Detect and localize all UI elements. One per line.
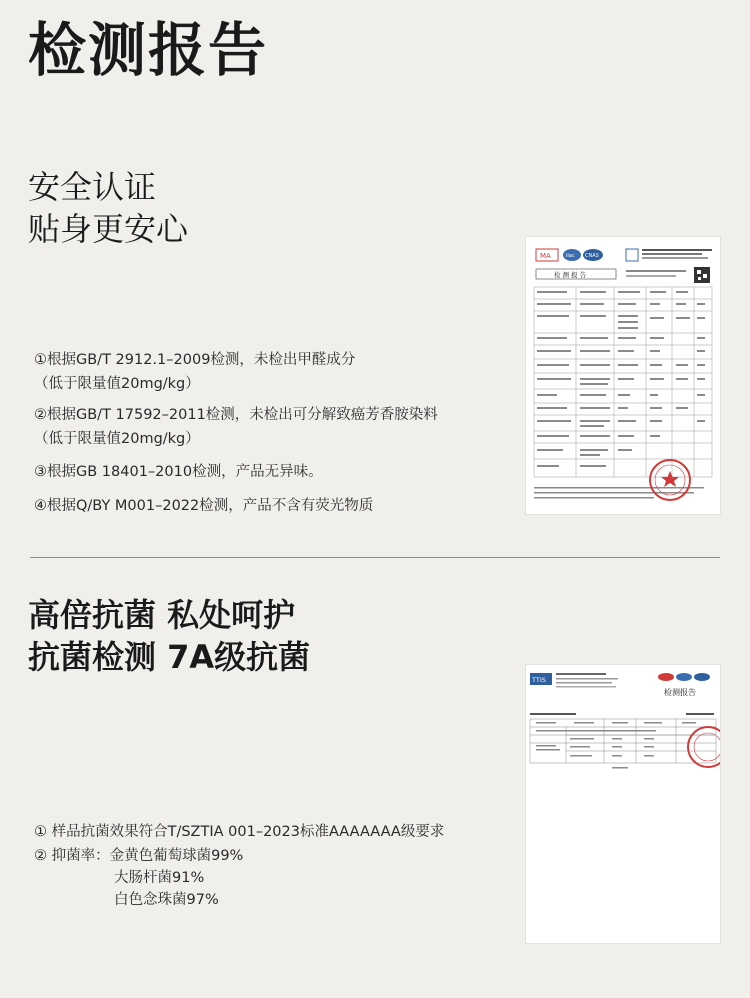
report2-title: 检测报告	[664, 688, 696, 697]
test-report-image-1	[526, 237, 720, 514]
report1-title: 检 测 报 告	[554, 271, 587, 279]
report-document-graphic	[526, 237, 720, 514]
safety-item-1-note: （低于限量值20mg/kg）	[34, 376, 200, 392]
page-title: 检测报告	[28, 16, 269, 84]
safety-heading-line2: 贴身更安心	[28, 210, 189, 248]
antibacterial-heading-line2: 抗菌检测 7A级抗菌	[28, 638, 311, 676]
test-report-image-2	[526, 665, 720, 943]
antibacterial-item-2: ② 抑菌率：金黄色葡萄球菌99%	[34, 848, 244, 864]
antibacterial-item-2-candida: 白色念珠菌97%	[114, 892, 219, 908]
antibacterial-item-2-ecoli: 大肠杆菌91%	[114, 870, 205, 886]
safety-item-2-note: （低于限量值20mg/kg）	[34, 431, 200, 447]
report1-logo-ilac: ilac	[566, 253, 575, 259]
report-document-graphic-2	[526, 665, 720, 943]
report1-logo-cnas: CNAS	[585, 253, 599, 259]
antibacterial-item-1: ① 样品抗菌效果符合T/SZTIA 001–2023标准AAAAAAA级要求	[34, 824, 445, 840]
safety-item-3: ③根据GB 18401–2010检测，产品无异味。	[34, 464, 323, 480]
report1-logo-ma: MA	[540, 252, 551, 260]
safety-item-2: ②根据GB/T 17592–2011检测，未检出可分解致癌芳香胺染料	[34, 407, 438, 423]
safety-item-4: ④根据Q/BY M001–2022检测，产品不含有荧光物质	[34, 498, 374, 514]
safety-item-1: ①根据GB/T 2912.1–2009检测，未检出甲醛成分	[34, 352, 356, 368]
safety-heading-line1: 安全认证	[28, 168, 157, 206]
antibacterial-heading-line1: 高倍抗菌 私处呵护	[28, 596, 296, 634]
section-divider	[30, 557, 720, 558]
report2-logo-ttis: TTIS	[532, 676, 546, 684]
